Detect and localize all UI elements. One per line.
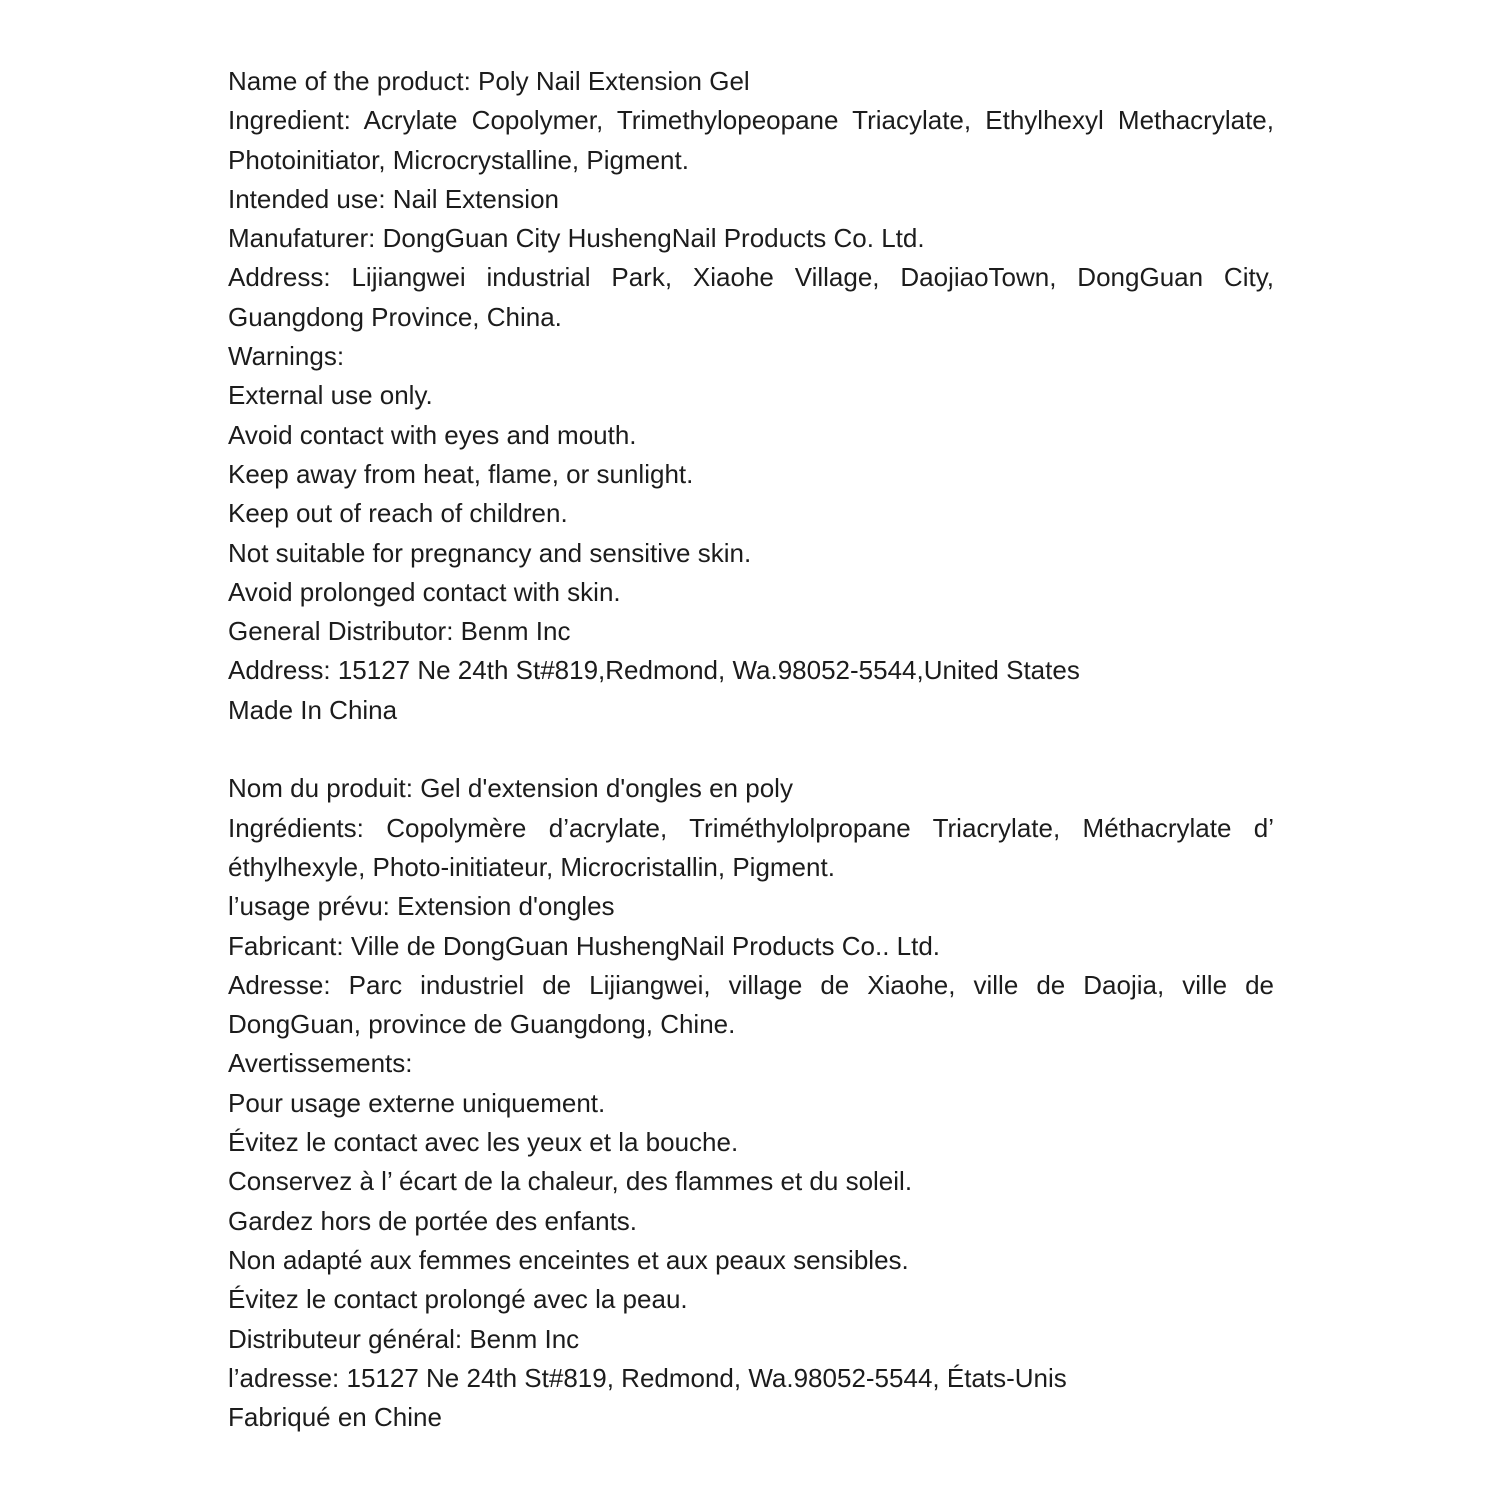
warning-item: Not suitable for pregnancy and sensitive skin. [228,537,752,568]
warning-item: Non adapté aux femmes enceintes et aux peaux sensibles. [228,1244,909,1275]
warning-item: Keep away from heat, flame, or sunlight. [228,458,694,489]
manufacturer: Manufaturer: DongGuan City HushengNail Products Co. Ltd. [228,223,925,254]
french-section [228,769,1274,1437]
intended-use: l’usage prévu: Extension d'ongles [228,891,615,922]
country-of-origin: Fabriqué en Chine [228,1402,442,1433]
product-name: Name of the product: Poly Nail Extension Gel [228,66,750,96]
distributor: Distributeur général: Benm Inc [228,1323,580,1354]
warning-item: Avoid prolonged contact with skin. [228,576,621,607]
warning-item: Évitez le contact avec les yeux et la bouche. [228,1127,739,1158]
warning-item: Évitez le contact prolongé avec la peau. [228,1284,688,1315]
manufacturer-address: Adresse: Parc industriel de Lijiangwei, village de Xiaohe, ville de Daojia, ville de DongGuan, province de Guangdong, Chine. [228,969,1274,1040]
manufacturer-address: Address: Lijiangwei industrial Park, Xiaohe Village, DaojiaoTown, DongGuan City, Guangdong Province, China. [228,262,1274,332]
manufacturer: Fabricant: Ville de DongGuan HushengNail Products Co.. Ltd. [228,930,941,961]
section-spacer [228,730,1274,769]
label-document [228,62,1274,1437]
warning-item: Pour usage externe uniquement. [228,1087,606,1118]
distributor-address: Address: 15127 Ne 24th St#819,Redmond, Wa.98052-5544,United States [228,655,1080,686]
ingredient-text: Ingrédients: Copolymère d’acrylate, Triméthylolpropane Triacrylate, Méthacrylate d’ éthylhexyle, Photo-initiateur, Microcristallin, Pigment. [228,812,1274,882]
warning-item: External use only. [228,380,433,411]
warning-item: Avoid contact with eyes and mouth. [228,419,637,450]
product-name: Nom du produit: Gel d'extension d'ongles en poly [228,773,793,804]
warnings-heading: Warnings: [228,341,345,372]
intended-use: Intended use: Nail Extension [228,183,559,214]
distributor: General Distributor: Benm Inc [228,616,571,647]
english-section [228,62,1274,730]
warning-item: Conservez à l’ écart de la chaleur, des flammes et du soleil. [228,1166,913,1197]
country-of-origin: Made In China [228,694,398,725]
warning-item: Keep out of reach of children. [228,498,568,529]
ingredient-text: Ingredient: Acrylate Copolymer, Trimethylopeopane Triacylate, Ethylhexyl Methacrylate, Photoinitiator, Microcrystalline, Pigment. [228,105,1274,175]
warning-item: Gardez hors de portée des enfants. [228,1205,638,1236]
warnings-heading: Avertissements: [228,1048,413,1079]
distributor-address: l’adresse: 15127 Ne 24th St#819, Redmond, Wa.98052-5544, États-Unis [228,1362,1067,1393]
